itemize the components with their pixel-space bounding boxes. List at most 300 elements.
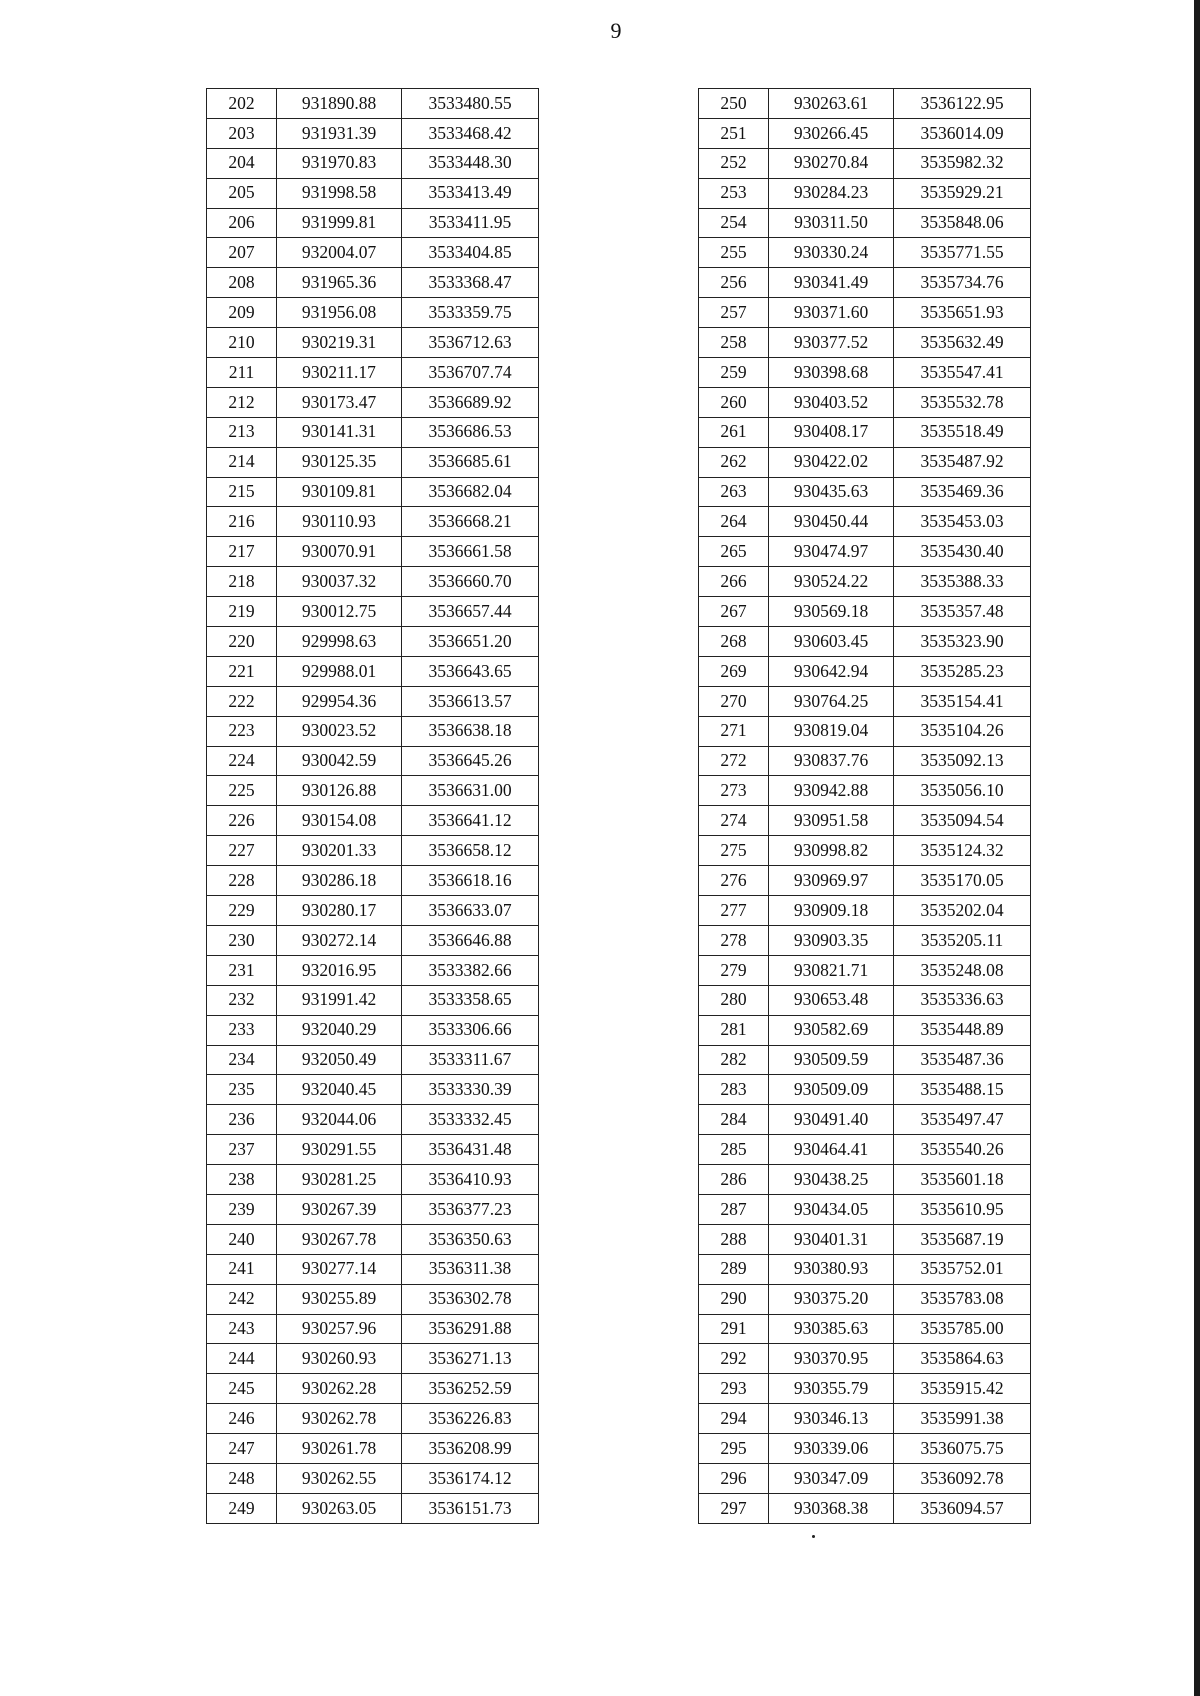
point-number-cell: 262 — [699, 447, 769, 477]
x-coordinate-cell: 930371.60 — [769, 298, 894, 328]
table-row — [699, 866, 1031, 896]
table-row — [207, 1165, 539, 1195]
y-coordinate-cell: 3536668.21 — [402, 507, 539, 537]
point-number-cell: 218 — [207, 567, 277, 597]
point-number-cell: 257 — [699, 298, 769, 328]
table-row — [699, 1105, 1031, 1135]
x-coordinate-cell: 930951.58 — [769, 806, 894, 836]
y-coordinate-cell: 3535170.05 — [894, 866, 1031, 896]
x-coordinate-cell: 930260.93 — [277, 1344, 402, 1374]
point-number-cell: 244 — [207, 1344, 277, 1374]
y-coordinate-cell: 3536377.23 — [402, 1194, 539, 1224]
table-row — [207, 985, 539, 1015]
point-number-cell: 269 — [699, 656, 769, 686]
table-row — [699, 148, 1031, 178]
y-coordinate-cell: 3536075.75 — [894, 1434, 1031, 1464]
point-number-cell: 229 — [207, 896, 277, 926]
point-number-cell: 221 — [207, 656, 277, 686]
table-row — [699, 178, 1031, 208]
y-coordinate-cell: 3535540.26 — [894, 1135, 1031, 1165]
x-coordinate-cell: 930380.93 — [769, 1254, 894, 1284]
y-coordinate-cell: 3535285.23 — [894, 656, 1031, 686]
x-coordinate-cell: 930263.61 — [769, 89, 894, 119]
point-number-cell: 292 — [699, 1344, 769, 1374]
x-coordinate-cell: 930355.79 — [769, 1374, 894, 1404]
y-coordinate-cell: 3535771.55 — [894, 238, 1031, 268]
x-coordinate-cell: 930435.63 — [769, 477, 894, 507]
point-number-cell: 233 — [207, 1015, 277, 1045]
table-row — [207, 896, 539, 926]
x-coordinate-cell: 930474.97 — [769, 537, 894, 567]
table-row — [699, 985, 1031, 1015]
point-number-cell: 216 — [207, 507, 277, 537]
x-coordinate-cell: 930284.23 — [769, 178, 894, 208]
table-row — [699, 1404, 1031, 1434]
x-coordinate-cell: 930653.48 — [769, 985, 894, 1015]
y-coordinate-cell: 3535734.76 — [894, 268, 1031, 298]
y-coordinate-cell: 3535092.13 — [894, 746, 1031, 776]
y-coordinate-cell: 3535453.03 — [894, 507, 1031, 537]
x-coordinate-cell: 930201.33 — [277, 836, 402, 866]
y-coordinate-cell: 3536151.73 — [402, 1493, 539, 1523]
point-number-cell: 287 — [699, 1194, 769, 1224]
x-coordinate-cell: 931998.58 — [277, 178, 402, 208]
x-coordinate-cell: 930341.49 — [769, 268, 894, 298]
x-coordinate-cell: 930330.24 — [769, 238, 894, 268]
x-coordinate-cell: 930219.31 — [277, 328, 402, 358]
table-row — [699, 298, 1031, 328]
table-row — [207, 567, 539, 597]
x-coordinate-cell: 930450.44 — [769, 507, 894, 537]
point-number-cell: 248 — [207, 1463, 277, 1493]
x-coordinate-cell: 930408.17 — [769, 417, 894, 447]
table-row — [207, 238, 539, 268]
y-coordinate-cell: 3533358.65 — [402, 985, 539, 1015]
table-row — [207, 866, 539, 896]
table-row — [699, 567, 1031, 597]
y-coordinate-cell: 3533382.66 — [402, 955, 539, 985]
point-number-cell: 281 — [699, 1015, 769, 1045]
point-number-cell: 277 — [699, 896, 769, 926]
table-row — [699, 627, 1031, 657]
point-number-cell: 211 — [207, 358, 277, 388]
x-coordinate-cell: 930375.20 — [769, 1284, 894, 1314]
table-row — [699, 656, 1031, 686]
point-number-cell: 227 — [207, 836, 277, 866]
y-coordinate-cell: 3533359.75 — [402, 298, 539, 328]
point-number-cell: 282 — [699, 1045, 769, 1075]
point-number-cell: 209 — [207, 298, 277, 328]
x-coordinate-cell: 930569.18 — [769, 597, 894, 627]
point-number-cell: 274 — [699, 806, 769, 836]
table-row — [207, 477, 539, 507]
y-coordinate-cell: 3535752.01 — [894, 1254, 1031, 1284]
y-coordinate-cell: 3536651.20 — [402, 627, 539, 657]
y-coordinate-cell: 3536252.59 — [402, 1374, 539, 1404]
table-row — [699, 1463, 1031, 1493]
table-row — [207, 447, 539, 477]
x-coordinate-cell: 930346.13 — [769, 1404, 894, 1434]
y-coordinate-cell: 3533411.95 — [402, 208, 539, 238]
point-number-cell: 232 — [207, 985, 277, 1015]
y-coordinate-cell: 3535687.19 — [894, 1224, 1031, 1254]
y-coordinate-cell: 3535915.42 — [894, 1374, 1031, 1404]
y-coordinate-cell: 3535488.15 — [894, 1075, 1031, 1105]
x-coordinate-cell: 931991.42 — [277, 985, 402, 1015]
table-row — [207, 686, 539, 716]
table-row — [699, 1165, 1031, 1195]
x-coordinate-cell: 930270.84 — [769, 148, 894, 178]
x-coordinate-cell: 930141.31 — [277, 417, 402, 447]
x-coordinate-cell: 930401.31 — [769, 1224, 894, 1254]
point-number-cell: 245 — [207, 1374, 277, 1404]
table-row — [207, 268, 539, 298]
y-coordinate-cell: 3535518.49 — [894, 417, 1031, 447]
point-number-cell: 261 — [699, 417, 769, 447]
y-coordinate-cell: 3535487.36 — [894, 1045, 1031, 1075]
coordinate-table-left-body — [207, 89, 539, 1524]
y-coordinate-cell: 3536122.95 — [894, 89, 1031, 119]
point-number-cell: 251 — [699, 118, 769, 148]
x-coordinate-cell: 930582.69 — [769, 1015, 894, 1045]
y-coordinate-cell: 3536618.16 — [402, 866, 539, 896]
x-coordinate-cell: 931956.08 — [277, 298, 402, 328]
table-row — [207, 358, 539, 388]
x-coordinate-cell: 930042.59 — [277, 746, 402, 776]
table-row — [699, 776, 1031, 806]
x-coordinate-cell: 930422.02 — [769, 447, 894, 477]
point-number-cell: 202 — [207, 89, 277, 119]
point-number-cell: 254 — [699, 208, 769, 238]
point-number-cell: 203 — [207, 118, 277, 148]
point-number-cell: 243 — [207, 1314, 277, 1344]
x-coordinate-cell: 930211.17 — [277, 358, 402, 388]
x-coordinate-cell: 930263.05 — [277, 1493, 402, 1523]
point-number-cell: 210 — [207, 328, 277, 358]
y-coordinate-cell: 3535632.49 — [894, 328, 1031, 358]
table-row — [207, 1075, 539, 1105]
x-coordinate-cell: 930764.25 — [769, 686, 894, 716]
x-coordinate-cell: 930262.28 — [277, 1374, 402, 1404]
point-number-cell: 256 — [699, 268, 769, 298]
y-coordinate-cell: 3535202.04 — [894, 896, 1031, 926]
y-coordinate-cell: 3536613.57 — [402, 686, 539, 716]
x-coordinate-cell: 930286.18 — [277, 866, 402, 896]
table-row — [699, 238, 1031, 268]
table-row — [207, 1434, 539, 1464]
x-coordinate-cell: 932004.07 — [277, 238, 402, 268]
y-coordinate-cell: 3536633.07 — [402, 896, 539, 926]
table-row — [699, 716, 1031, 746]
point-number-cell: 212 — [207, 387, 277, 417]
x-coordinate-cell: 930012.75 — [277, 597, 402, 627]
point-number-cell: 217 — [207, 537, 277, 567]
point-number-cell: 215 — [207, 477, 277, 507]
x-coordinate-cell: 932044.06 — [277, 1105, 402, 1135]
y-coordinate-cell: 3535497.47 — [894, 1105, 1031, 1135]
y-coordinate-cell: 3535848.06 — [894, 208, 1031, 238]
x-coordinate-cell: 931999.81 — [277, 208, 402, 238]
y-coordinate-cell: 3536641.12 — [402, 806, 539, 836]
x-coordinate-cell: 931890.88 — [277, 89, 402, 119]
scan-edge — [1194, 0, 1200, 1696]
x-coordinate-cell: 930377.52 — [769, 328, 894, 358]
point-number-cell: 207 — [207, 238, 277, 268]
point-number-cell: 241 — [207, 1254, 277, 1284]
table-row — [699, 89, 1031, 119]
x-coordinate-cell: 930037.32 — [277, 567, 402, 597]
point-number-cell: 273 — [699, 776, 769, 806]
table-row — [699, 1344, 1031, 1374]
x-coordinate-cell: 930347.09 — [769, 1463, 894, 1493]
point-number-cell: 288 — [699, 1224, 769, 1254]
point-number-cell: 290 — [699, 1284, 769, 1314]
table-row — [207, 1015, 539, 1045]
point-number-cell: 271 — [699, 716, 769, 746]
point-number-cell: 260 — [699, 387, 769, 417]
point-number-cell: 249 — [207, 1493, 277, 1523]
table-row — [207, 627, 539, 657]
x-coordinate-cell: 930903.35 — [769, 925, 894, 955]
table-row — [699, 1075, 1031, 1105]
point-number-cell: 295 — [699, 1434, 769, 1464]
point-number-cell: 294 — [699, 1404, 769, 1434]
x-coordinate-cell: 930023.52 — [277, 716, 402, 746]
x-coordinate-cell: 931965.36 — [277, 268, 402, 298]
x-coordinate-cell: 930267.39 — [277, 1194, 402, 1224]
y-coordinate-cell: 3535785.00 — [894, 1314, 1031, 1344]
x-coordinate-cell: 930370.95 — [769, 1344, 894, 1374]
x-coordinate-cell: 930642.94 — [769, 656, 894, 686]
point-number-cell: 205 — [207, 178, 277, 208]
y-coordinate-cell: 3536686.53 — [402, 417, 539, 447]
table-row — [207, 328, 539, 358]
table-row — [699, 477, 1031, 507]
table-row — [207, 776, 539, 806]
y-coordinate-cell: 3535610.95 — [894, 1194, 1031, 1224]
point-number-cell: 214 — [207, 447, 277, 477]
y-coordinate-cell: 3535357.48 — [894, 597, 1031, 627]
y-coordinate-cell: 3535448.89 — [894, 1015, 1031, 1045]
x-coordinate-cell: 930255.89 — [277, 1284, 402, 1314]
table-row — [207, 118, 539, 148]
y-coordinate-cell: 3536643.65 — [402, 656, 539, 686]
table-row — [699, 1224, 1031, 1254]
table-row — [699, 1434, 1031, 1464]
table-row — [207, 1314, 539, 1344]
x-coordinate-cell: 929954.36 — [277, 686, 402, 716]
point-number-cell: 276 — [699, 866, 769, 896]
x-coordinate-cell: 930109.81 — [277, 477, 402, 507]
x-coordinate-cell: 930311.50 — [769, 208, 894, 238]
point-number-cell: 240 — [207, 1224, 277, 1254]
table-row — [699, 955, 1031, 985]
table-row — [699, 836, 1031, 866]
table-row — [207, 597, 539, 627]
x-coordinate-cell: 930438.25 — [769, 1165, 894, 1195]
y-coordinate-cell: 3535864.63 — [894, 1344, 1031, 1374]
table-row — [207, 716, 539, 746]
x-coordinate-cell: 930339.06 — [769, 1434, 894, 1464]
table-row — [207, 148, 539, 178]
point-number-cell: 285 — [699, 1135, 769, 1165]
point-number-cell: 265 — [699, 537, 769, 567]
y-coordinate-cell: 3536658.12 — [402, 836, 539, 866]
y-coordinate-cell: 3536645.26 — [402, 746, 539, 776]
point-number-cell: 280 — [699, 985, 769, 1015]
point-number-cell: 228 — [207, 866, 277, 896]
table-row — [207, 656, 539, 686]
table-row — [699, 537, 1031, 567]
table-row — [207, 1045, 539, 1075]
y-coordinate-cell: 3536311.38 — [402, 1254, 539, 1284]
table-row — [699, 507, 1031, 537]
page-number: 9 — [610, 18, 622, 43]
table-row — [207, 1374, 539, 1404]
y-coordinate-cell: 3535929.21 — [894, 178, 1031, 208]
y-coordinate-cell: 3535430.40 — [894, 537, 1031, 567]
table-row — [207, 1254, 539, 1284]
y-coordinate-cell: 3533311.67 — [402, 1045, 539, 1075]
y-coordinate-cell: 3536707.74 — [402, 358, 539, 388]
x-coordinate-cell: 930403.52 — [769, 387, 894, 417]
y-coordinate-cell: 3536014.09 — [894, 118, 1031, 148]
x-coordinate-cell: 930368.38 — [769, 1493, 894, 1523]
point-number-cell: 237 — [207, 1135, 277, 1165]
point-number-cell: 255 — [699, 238, 769, 268]
point-number-cell: 278 — [699, 925, 769, 955]
y-coordinate-cell: 3536271.13 — [402, 1344, 539, 1374]
point-number-cell: 234 — [207, 1045, 277, 1075]
point-number-cell: 283 — [699, 1075, 769, 1105]
point-number-cell: 223 — [207, 716, 277, 746]
point-number-cell: 226 — [207, 806, 277, 836]
y-coordinate-cell: 3536092.78 — [894, 1463, 1031, 1493]
y-coordinate-cell: 3536657.44 — [402, 597, 539, 627]
point-number-cell: 259 — [699, 358, 769, 388]
point-number-cell: 289 — [699, 1254, 769, 1284]
table-row — [207, 806, 539, 836]
point-number-cell: 238 — [207, 1165, 277, 1195]
point-number-cell: 267 — [699, 597, 769, 627]
point-number-cell: 293 — [699, 1374, 769, 1404]
y-coordinate-cell: 3535388.33 — [894, 567, 1031, 597]
point-number-cell: 236 — [207, 1105, 277, 1135]
table-row — [699, 417, 1031, 447]
table-row — [699, 746, 1031, 776]
table-row — [699, 1194, 1031, 1224]
x-coordinate-cell: 930277.14 — [277, 1254, 402, 1284]
point-number-cell: 258 — [699, 328, 769, 358]
y-coordinate-cell: 3536682.04 — [402, 477, 539, 507]
point-number-cell: 230 — [207, 925, 277, 955]
x-coordinate-cell: 930110.93 — [277, 507, 402, 537]
y-coordinate-cell: 3536302.78 — [402, 1284, 539, 1314]
table-row — [207, 1344, 539, 1374]
table-row — [699, 447, 1031, 477]
y-coordinate-cell: 3535056.10 — [894, 776, 1031, 806]
y-coordinate-cell: 3533368.47 — [402, 268, 539, 298]
x-coordinate-cell: 930291.55 — [277, 1135, 402, 1165]
table-row — [207, 208, 539, 238]
table-row — [699, 387, 1031, 417]
y-coordinate-cell: 3533413.49 — [402, 178, 539, 208]
table-row — [207, 1194, 539, 1224]
x-coordinate-cell: 930262.78 — [277, 1404, 402, 1434]
point-number-cell: 247 — [207, 1434, 277, 1464]
x-coordinate-cell: 930969.97 — [769, 866, 894, 896]
y-coordinate-cell: 3533332.45 — [402, 1105, 539, 1135]
point-number-cell: 286 — [699, 1165, 769, 1195]
table-row — [207, 89, 539, 119]
x-coordinate-cell: 930125.35 — [277, 447, 402, 477]
table-row — [207, 1463, 539, 1493]
x-coordinate-cell: 932040.29 — [277, 1015, 402, 1045]
x-coordinate-cell: 930909.18 — [769, 896, 894, 926]
x-coordinate-cell: 930267.78 — [277, 1224, 402, 1254]
y-coordinate-cell: 3535124.32 — [894, 836, 1031, 866]
y-coordinate-cell: 3533404.85 — [402, 238, 539, 268]
table-row — [207, 836, 539, 866]
y-coordinate-cell: 3535336.63 — [894, 985, 1031, 1015]
table-row — [207, 1105, 539, 1135]
table-row — [699, 686, 1031, 716]
y-coordinate-cell: 3536660.70 — [402, 567, 539, 597]
point-number-cell: 272 — [699, 746, 769, 776]
y-coordinate-cell: 3533306.66 — [402, 1015, 539, 1045]
x-coordinate-cell: 930070.91 — [277, 537, 402, 567]
y-coordinate-cell: 3536712.63 — [402, 328, 539, 358]
y-coordinate-cell: 3535094.54 — [894, 806, 1031, 836]
table-row — [699, 1314, 1031, 1344]
x-coordinate-cell: 929998.63 — [277, 627, 402, 657]
x-coordinate-cell: 930154.08 — [277, 806, 402, 836]
table-row — [699, 806, 1031, 836]
y-coordinate-cell: 3535104.26 — [894, 716, 1031, 746]
y-coordinate-cell: 3536226.83 — [402, 1404, 539, 1434]
y-coordinate-cell: 3533468.42 — [402, 118, 539, 148]
table-row — [207, 1224, 539, 1254]
x-coordinate-cell: 929988.01 — [277, 656, 402, 686]
x-coordinate-cell: 930821.71 — [769, 955, 894, 985]
table-row — [207, 955, 539, 985]
table-row — [207, 298, 539, 328]
x-coordinate-cell: 932016.95 — [277, 955, 402, 985]
point-number-cell: 239 — [207, 1194, 277, 1224]
point-number-cell: 268 — [699, 627, 769, 657]
x-coordinate-cell: 930524.22 — [769, 567, 894, 597]
table-row — [207, 1135, 539, 1165]
x-coordinate-cell: 930398.68 — [769, 358, 894, 388]
y-coordinate-cell: 3536638.18 — [402, 716, 539, 746]
y-coordinate-cell: 3533480.55 — [402, 89, 539, 119]
x-coordinate-cell: 931970.83 — [277, 148, 402, 178]
x-coordinate-cell: 930491.40 — [769, 1105, 894, 1135]
x-coordinate-cell: 930272.14 — [277, 925, 402, 955]
point-number-cell: 222 — [207, 686, 277, 716]
x-coordinate-cell: 932050.49 — [277, 1045, 402, 1075]
point-number-cell: 213 — [207, 417, 277, 447]
coordinate-table-right — [698, 88, 1031, 1524]
point-number-cell: 296 — [699, 1463, 769, 1493]
table-row — [207, 387, 539, 417]
table-row — [699, 1135, 1031, 1165]
point-number-cell: 250 — [699, 89, 769, 119]
y-coordinate-cell: 3535783.08 — [894, 1284, 1031, 1314]
x-coordinate-cell: 930998.82 — [769, 836, 894, 866]
point-number-cell: 246 — [207, 1404, 277, 1434]
x-coordinate-cell: 930385.63 — [769, 1314, 894, 1344]
